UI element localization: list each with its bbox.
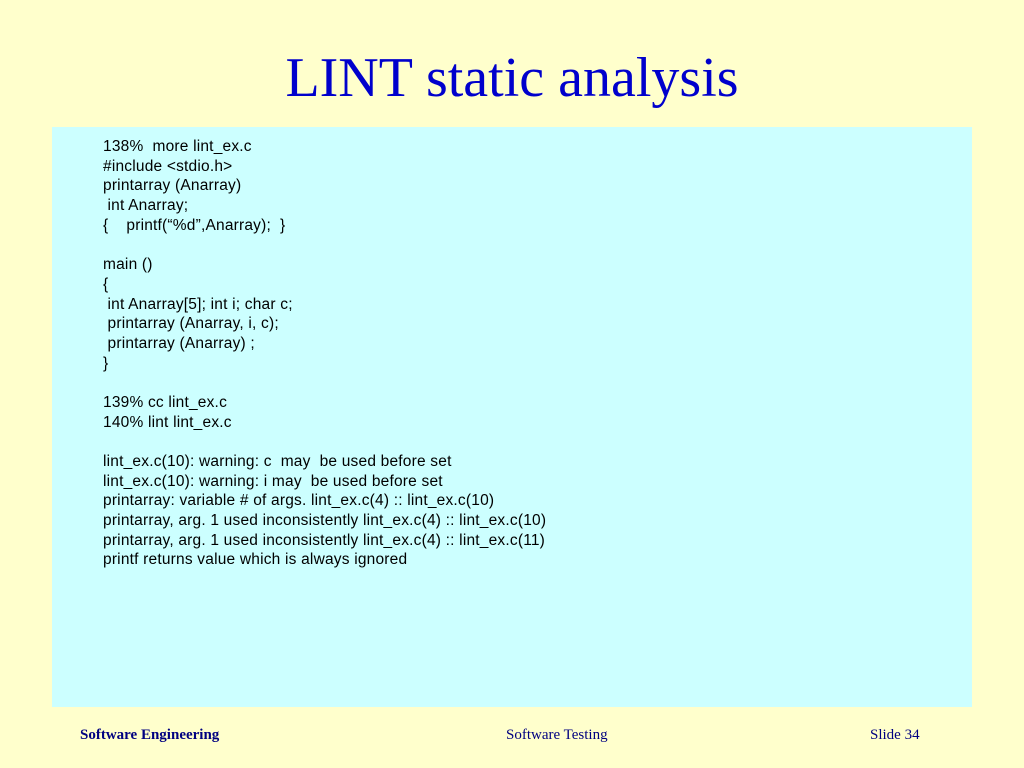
code-line: printarray, arg. 1 used inconsistently lint_ex.c(4) :: lint_ex.c(11) — [103, 531, 546, 549]
code-line — [103, 432, 963, 452]
code-listing — [103, 137, 963, 570]
slide-title: LINT static analysis — [285, 47, 739, 109]
code-line — [103, 373, 963, 393]
code-line: { printf(“%d”,Anarray); } — [103, 216, 286, 234]
code-line: main () — [103, 256, 153, 274]
code-line: int Anarray[5]; int i; char c; — [103, 295, 293, 313]
code-line: int Anarray; — [103, 197, 189, 215]
code-line: } — [103, 354, 109, 372]
footer-course-title: Software Engineering — [80, 727, 220, 743]
code-line: printf returns value which is always ignored — [103, 551, 408, 569]
code-line: { — [103, 275, 109, 293]
code-line — [103, 235, 963, 255]
code-line: printarray (Anarray, i, c); — [103, 315, 279, 333]
code-line: printarray, arg. 1 used inconsistently lint_ex.c(4) :: lint_ex.c(10) — [103, 512, 547, 530]
footer-chapter-title: Software Testing — [506, 727, 608, 743]
footer-slide-number: Slide 34 — [870, 727, 920, 743]
code-line: printarray (Anarray) ; — [103, 334, 255, 352]
code-line: printarray (Anarray) — [103, 177, 242, 195]
code-line: lint_ex.c(10): warning: c may be used before set — [103, 453, 452, 470]
code-line: #include <stdio.h> — [103, 157, 233, 175]
code-line: 140% lint lint_ex.c — [103, 413, 232, 431]
code-line: 138% more lint_ex.c — [103, 138, 252, 155]
code-line: printarray: variable # of args. lint_ex.c(4) :: lint_ex.c(10) — [103, 492, 495, 510]
code-line: lint_ex.c(10): warning: i may be used before set — [103, 472, 443, 490]
code-line: 139% cc lint_ex.c — [103, 393, 228, 411]
